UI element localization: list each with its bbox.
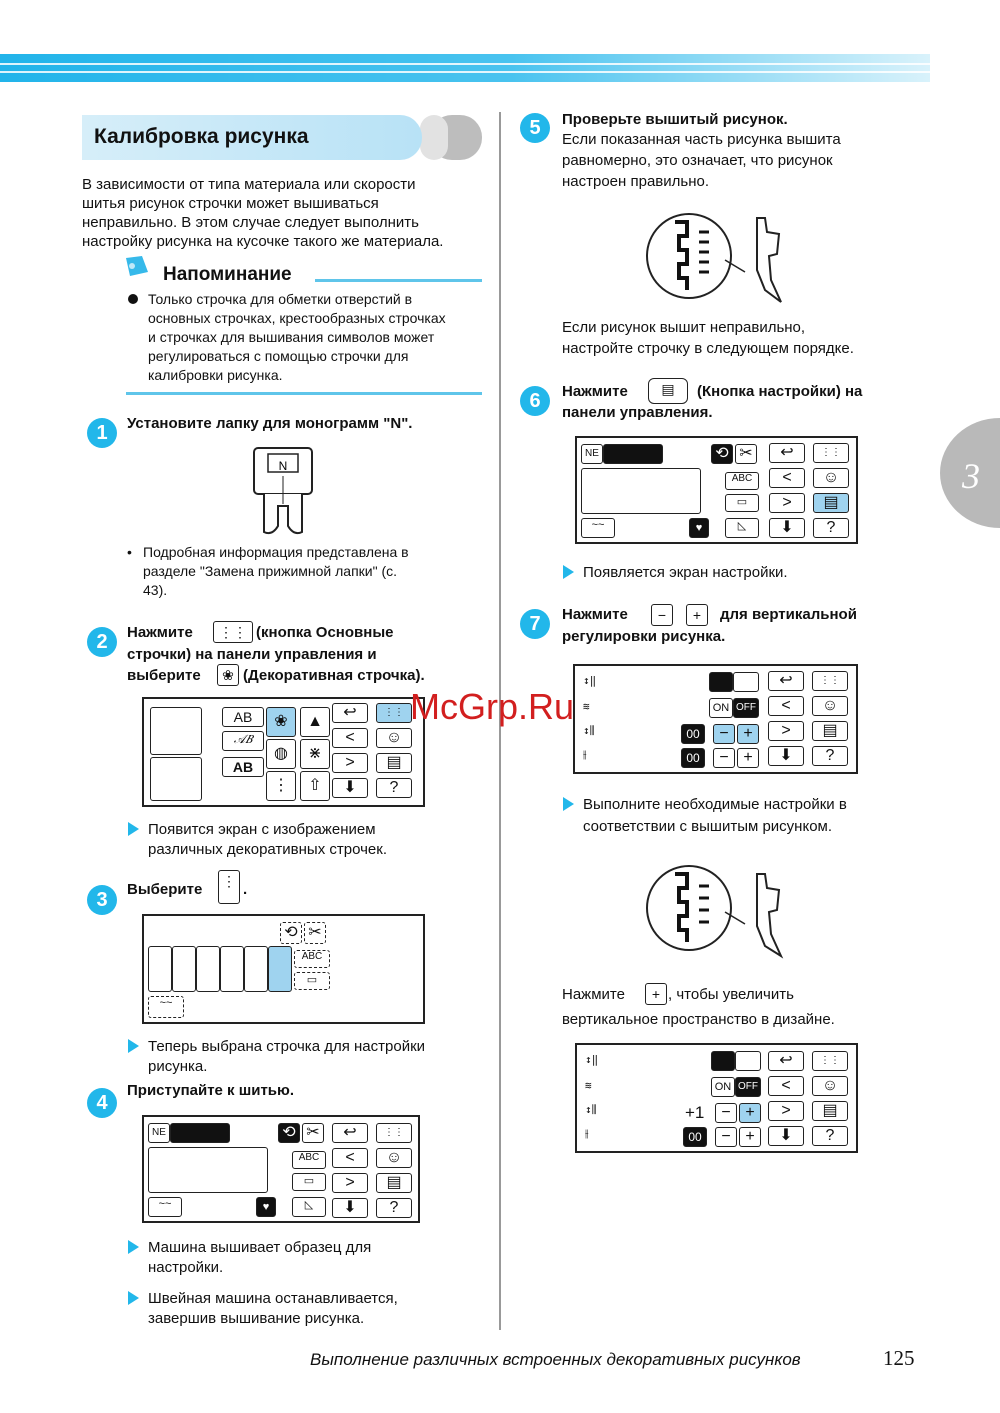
horizontal-minus-button[interactable]: − [715, 1127, 737, 1147]
utility-stitch-button-icon: ⋮⋮ [213, 621, 253, 643]
mirror-button[interactable]: ⟲ [278, 1123, 300, 1143]
result-line: различных декоративных строчек. [148, 841, 387, 858]
alphabet-button[interactable]: AB [222, 707, 264, 727]
footer-text: Выполнение различных встроенных декоративных рисунков [310, 1350, 801, 1369]
outline-alphabet-button[interactable]: AB [222, 757, 264, 777]
step-2-text: (кнопка Основные [256, 624, 394, 641]
mirror-button[interactable]: ⟲ [711, 444, 733, 464]
needle-up-button[interactable] [733, 672, 759, 692]
info-line: разделе "Замена прижимной лапки" (с. [143, 563, 398, 579]
circle-stitch-button[interactable]: ◍ [266, 739, 296, 769]
tension-icon: ≋ [583, 700, 590, 713]
lcd-screen [142, 914, 425, 1024]
intro-line: В зависимости от типа материала или скорости [82, 176, 416, 193]
on-button[interactable]: ON [709, 698, 733, 718]
back-button[interactable]: ↩ [768, 671, 804, 691]
result-arrow-icon [128, 1240, 139, 1254]
step-1-marker: 1 [87, 418, 117, 448]
result-arrow-icon [128, 822, 139, 836]
edit-button[interactable]: ▭ [725, 494, 759, 512]
step-5-marker: 5 [520, 113, 550, 143]
next-button[interactable]: > [768, 721, 804, 741]
note-title: Напоминание [163, 264, 292, 285]
page-number: 125 [883, 1346, 915, 1370]
note-rule [126, 392, 482, 395]
step-7-text: регулировки рисунка. [562, 628, 726, 645]
back-button[interactable]: ↩ [332, 1123, 368, 1143]
prev-button[interactable]: < [769, 468, 805, 488]
next-button[interactable]: > [332, 1173, 368, 1193]
save-button[interactable]: ⬇ [768, 746, 804, 766]
step-6-marker: 6 [520, 386, 550, 416]
result-line: Появится экран с изображением [148, 821, 376, 838]
settings-button[interactable]: ▤ [813, 493, 849, 513]
utility-stitch-button[interactable]: ⋮⋮ [376, 1123, 412, 1143]
vertical-adjust-icon: ↕⫼ [583, 724, 595, 737]
step-2-text: (Декоративная строчка). [243, 667, 425, 684]
result-line: рисунка. [148, 1058, 208, 1075]
help-button[interactable]: ? [813, 518, 849, 538]
control-keys [769, 443, 858, 541]
help-button[interactable]: ? [812, 1126, 848, 1146]
note-line: основных строчках, крестообразных строчках [148, 310, 446, 326]
memory-stitch-button[interactable]: ⇧ [300, 771, 330, 801]
prev-button[interactable]: < [768, 696, 804, 716]
control-keys [332, 1123, 421, 1221]
needle-down-button[interactable] [709, 672, 733, 692]
step-6-result: Появляется экран настройки. [583, 564, 788, 581]
chapter-number: 3 [962, 456, 980, 496]
thread-stitch-icon[interactable] [150, 707, 202, 755]
next-button[interactable]: > [769, 493, 805, 513]
prev-button[interactable]: < [332, 1148, 368, 1168]
heart-button[interactable]: ♥ [256, 1197, 276, 1217]
watermark: McGrp.Ru [410, 686, 575, 727]
save-button[interactable]: ⬇ [332, 1198, 368, 1218]
cross-stitch-button[interactable]: ⋇ [300, 739, 330, 769]
buttonhole-stitch-button[interactable]: ⋮ [266, 771, 296, 801]
calibration-stitch-button[interactable] [268, 946, 292, 992]
step-2-text: Нажмите [127, 624, 193, 641]
step-4-text: Приступайте к шитью. [127, 1082, 294, 1099]
step-6-text: Нажмите [562, 383, 628, 400]
horizontal-adjust-icon: ⫲ [585, 1127, 589, 1140]
help-button[interactable]: ? [376, 778, 412, 798]
tension-icon: ≋ [585, 1079, 592, 1092]
minus-key-icon: − [651, 604, 673, 626]
section-title [82, 115, 422, 160]
result-line: Теперь выбрана строчка для настройки [148, 1038, 426, 1055]
step-1-text: Установите лапку для монограмм "N". [127, 415, 413, 432]
off-button[interactable]: OFF [733, 698, 759, 718]
step-6-text: (Кнопка настройки) на [697, 383, 863, 400]
plus-key-icon: + [645, 983, 667, 1005]
bell-icon [122, 254, 152, 280]
stitch-preview-bar [603, 444, 663, 464]
step-3-marker: 3 [87, 885, 117, 915]
intro-line: шитья рисунок строчки может вышиваться [82, 195, 379, 212]
settings-key-icon: ▤ [648, 378, 688, 404]
vertical-adjust-icon: ↕⫼ [585, 1103, 597, 1116]
bullet-icon [128, 294, 138, 304]
result-line: Машина вышивает образец для [148, 1239, 372, 1256]
result-line: настройки. [148, 1259, 224, 1276]
result-arrow-icon [563, 797, 574, 811]
stitch-sample-adjusted-icon [645, 862, 795, 960]
font-abc-button[interactable]: ABC [294, 950, 330, 968]
foot-letter-n: N [278, 459, 288, 473]
stitch-pattern[interactable] [196, 946, 220, 992]
title-cap-decoration [420, 115, 448, 160]
stitch-pattern[interactable] [148, 946, 172, 992]
stitch-patterns[interactable] [148, 1147, 268, 1193]
back-button[interactable]: ↩ [332, 703, 368, 723]
character-button[interactable]: ☺ [376, 1148, 412, 1168]
section-title-text: Калибровка рисунка [94, 125, 309, 148]
vertical-spacing-icon: ↕‖ [583, 674, 597, 687]
on-button[interactable]: ON [711, 1077, 735, 1097]
stitch-preview-bar [170, 1123, 230, 1143]
info-line: 43). [143, 582, 168, 598]
stitch-pattern[interactable] [172, 946, 196, 992]
stitch-preview[interactable]: ~~ [148, 996, 184, 1018]
result-arrow-icon [563, 565, 574, 579]
edit-button[interactable]: ▭ [294, 972, 330, 990]
triangle-button[interactable]: ◺ [292, 1197, 326, 1217]
mirror-button[interactable]: ⟲ [280, 922, 302, 944]
note-line: регулироваться с помощью строчки для [148, 348, 409, 364]
horizontal-plus-button[interactable]: + [739, 1127, 761, 1147]
step-7-result: Выполните необходимые настройки в [583, 796, 847, 813]
control-keys [768, 671, 857, 769]
character-button[interactable]: ☺ [812, 696, 848, 716]
step-5-line: Если показанная часть рисунка вышита [562, 131, 841, 148]
plus-key-icon: + [686, 604, 708, 626]
save-button[interactable]: ⬇ [332, 778, 368, 798]
step-3-text: Выберите [127, 881, 203, 898]
step-7-press: , чтобы увеличить [668, 986, 794, 1003]
font-abc-button[interactable]: ABC [725, 472, 759, 490]
utility-stitch-button[interactable]: ⋮⋮ [812, 1051, 848, 1071]
back-button[interactable]: ↩ [768, 1051, 804, 1071]
step-5-line: равномерно, это означает, что рисунок [562, 152, 833, 169]
needle-up-button[interactable] [735, 1051, 761, 1071]
header-bar [0, 54, 930, 82]
calibration-stitch-icon: ⋮ [218, 870, 240, 904]
step-5-title: Проверьте вышитый рисунок. [562, 111, 788, 128]
settings-button[interactable]: ▤ [812, 1101, 848, 1121]
intro-line: настройку рисунка на кусочке такого же материала. [82, 233, 444, 250]
step-2-marker: 2 [87, 627, 117, 657]
font-abc-button[interactable]: ABC [292, 1151, 326, 1169]
note-line: и строчках для вышивания символов может [148, 329, 435, 345]
needle-down-button[interactable] [711, 1051, 735, 1071]
decorative-stitch-button-icon: ❀ [217, 664, 239, 686]
step-4-marker: 4 [87, 1088, 117, 1118]
step-5-after: настройте строчку в следующем порядке. [562, 340, 854, 357]
vertical-value: +1 [685, 1103, 705, 1122]
help-button[interactable]: ? [376, 1198, 412, 1218]
ne-button[interactable]: NE [581, 444, 603, 464]
horizontal-plus-button[interactable]: + [737, 748, 759, 768]
save-button[interactable]: ⬇ [768, 1126, 804, 1146]
step-2-text: выберите [127, 667, 201, 684]
step-6-text: панели управления. [562, 404, 713, 421]
utility-stitch-button[interactable]: ⋮⋮ [376, 703, 412, 723]
settings-button[interactable]: ▤ [812, 721, 848, 741]
triangle-button[interactable]: ◺ [725, 518, 759, 538]
scissors-button[interactable]: ✂ [302, 1123, 324, 1143]
step-3-text: . [243, 881, 248, 898]
note-line: Только строчка для обметки отверстий в [148, 291, 413, 307]
control-keys [332, 703, 421, 801]
decorative-stitch-button[interactable]: ❀ [266, 707, 296, 737]
help-button[interactable]: ? [812, 746, 848, 766]
step-7-marker: 7 [520, 609, 550, 639]
prev-button[interactable]: < [332, 728, 368, 748]
vertical-spacing-icon: ↕‖ [585, 1053, 599, 1066]
step-7-text: для вертикальной [720, 606, 857, 623]
next-button[interactable]: > [768, 1101, 804, 1121]
note-line: калибровки рисунка. [148, 367, 283, 383]
scissors-button[interactable]: ✂ [304, 922, 326, 944]
horizontal-value: 00 [683, 1127, 707, 1147]
utility-stitch-button[interactable]: ⋮⋮ [813, 443, 849, 463]
presser-foot-n-icon [252, 446, 314, 538]
back-button[interactable]: ↩ [769, 443, 805, 463]
step-5-line: настроен правильно. [562, 173, 709, 190]
heart-button[interactable]: ♥ [689, 518, 709, 538]
step-7-press: Нажмите [562, 986, 625, 1003]
horizontal-adjust-icon: ⫲ [583, 748, 587, 761]
result-line: завершив вышивание рисунка. [148, 1310, 365, 1327]
horizontal-minus-button[interactable]: − [713, 748, 735, 768]
note-rule [315, 279, 482, 282]
result-line: Швейная машина останавливается, [148, 1290, 398, 1307]
info-line: • [127, 544, 132, 560]
off-button[interactable]: OFF [735, 1077, 761, 1097]
vertical-plus-button[interactable]: + [739, 1103, 761, 1123]
stitch-pattern[interactable] [220, 946, 244, 992]
stitch-preview[interactable]: ~~ [581, 518, 615, 538]
ne-button[interactable]: NE [148, 1123, 170, 1143]
save-button[interactable]: ⬇ [769, 518, 805, 538]
character-button[interactable]: ☺ [812, 1076, 848, 1096]
horizontal-value: 00 [681, 748, 705, 768]
stitch-pattern[interactable] [244, 946, 268, 992]
result-arrow-icon [128, 1039, 139, 1053]
edit-button[interactable]: ▭ [292, 1173, 326, 1191]
satin-stitch-button[interactable]: ▲ [300, 707, 330, 737]
embroidery-icon[interactable] [150, 757, 202, 801]
vertical-minus-button[interactable]: − [713, 724, 735, 744]
utility-stitch-button[interactable]: ⋮⋮ [812, 671, 848, 691]
vertical-plus-button[interactable]: + [737, 724, 759, 744]
character-button[interactable]: ☺ [376, 728, 412, 748]
vertical-minus-button[interactable]: − [715, 1103, 737, 1123]
vertical-value: 00 [681, 724, 705, 744]
stitch-preview[interactable]: ~~ [148, 1197, 182, 1217]
character-button[interactable]: ☺ [813, 468, 849, 488]
control-keys [768, 1051, 857, 1149]
prev-button[interactable]: < [768, 1076, 804, 1096]
scissors-button[interactable]: ✂ [735, 444, 757, 464]
step-7-result: соответствии с вышитым рисунком. [583, 818, 833, 835]
step-7-press: вертикальное пространство в дизайне. [562, 1011, 835, 1028]
stitch-sample-correct-icon [645, 210, 795, 308]
info-line: Подробная информация представлена в [143, 544, 409, 560]
intro-line: неправильно. В этом случае следует выполнить [82, 214, 419, 231]
next-button[interactable]: > [332, 753, 368, 773]
result-arrow-icon [128, 1291, 139, 1305]
script-button[interactable]: 𝒜𝐵 [222, 731, 264, 751]
step-7-text: Нажмите [562, 606, 628, 623]
stitch-patterns[interactable] [581, 468, 701, 514]
step-2-text: строчки) на панели управления и [127, 646, 377, 663]
settings-button[interactable]: ▤ [376, 1173, 412, 1193]
settings-button[interactable]: ▤ [376, 753, 412, 773]
step-5-after: Если рисунок вышит неправильно, [562, 319, 806, 336]
